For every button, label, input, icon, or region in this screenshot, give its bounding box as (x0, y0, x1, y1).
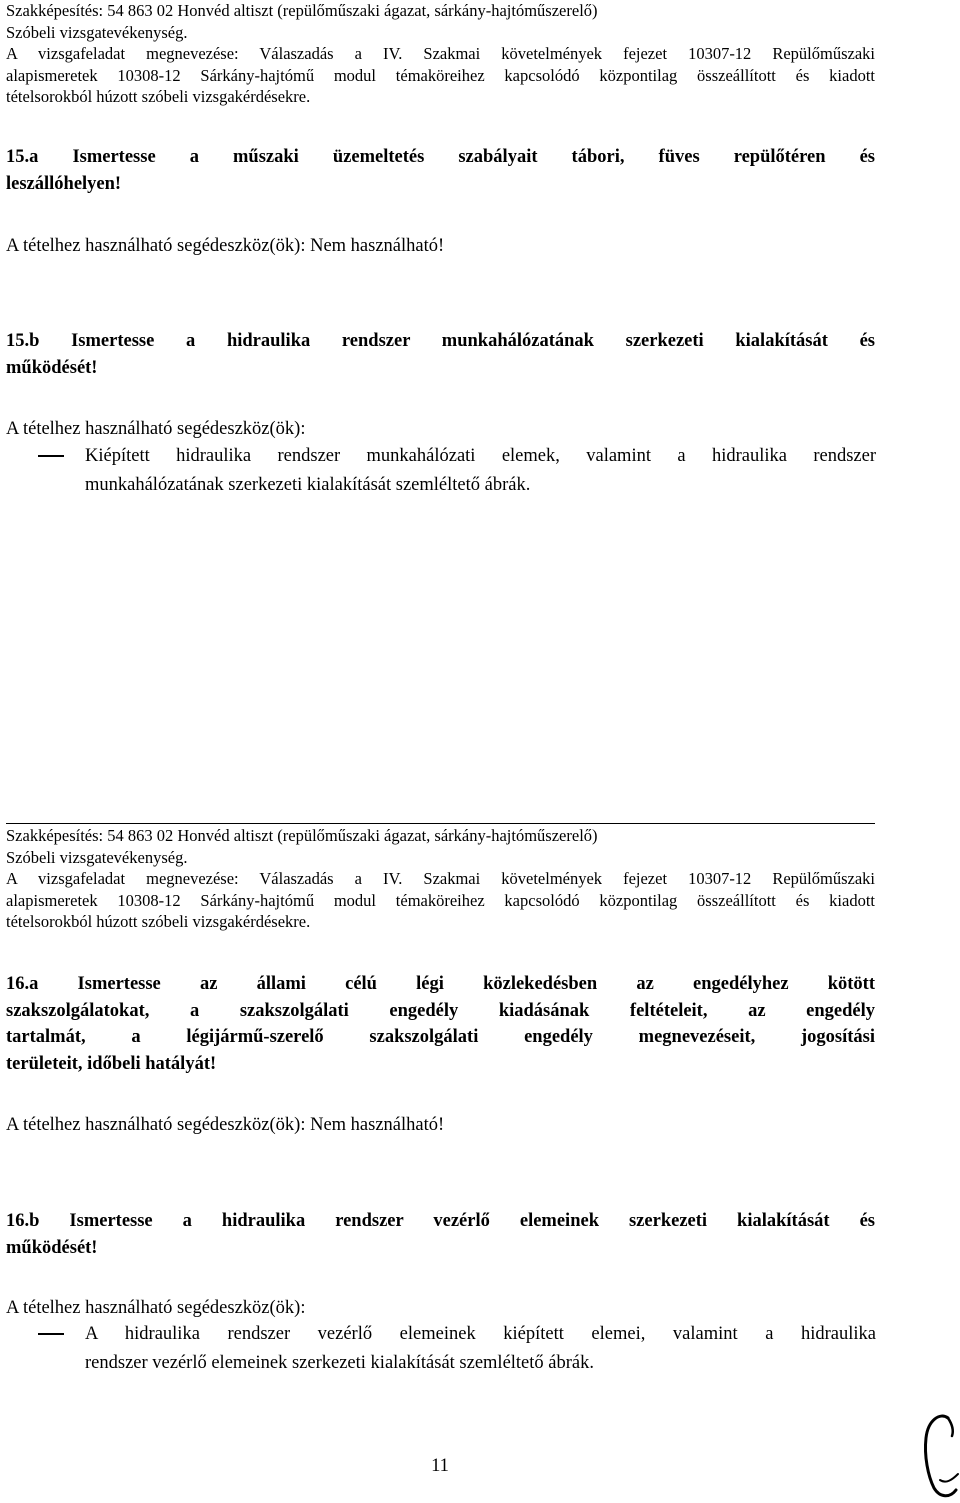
question-15b (6, 328, 875, 381)
header-task-line-2: alapismeretek 10308-12 Sárkány-hajtómű modul témaköreihez kapcsolódó központilag összeállított és kiadott (6, 890, 875, 910)
question-16b-tool-item (38, 1320, 912, 1378)
question-16a (6, 971, 875, 1077)
header-task-line-2: alapismeretek 10308-12 Sárkány-hajtómű modul témaköreihez kapcsolódó központilag összeállított és kiadott (6, 65, 875, 85)
header-separator-line (6, 823, 875, 824)
question-15b-tool-text (85, 442, 876, 500)
question-15b-tool-line-1: Kiépített hidraulika rendszer munkahálózati elemek, valamint a hidraulika rendszer (85, 446, 876, 466)
question-15a-line-1: 15.a Ismertesse a műszaki üzemeltetés szabályait tábori, füves repülőtéren és (6, 147, 875, 167)
signature-mark (918, 1410, 960, 1503)
document-header-top (6, 0, 875, 108)
question-16b-line-1: 16.b Ismertesse a hidraulika rendszer vezérlő elemeinek szerkezeti kialakítását és (6, 1211, 875, 1231)
question-16b-tool-line-1: A hidraulika rendszer vezérlő elemeinek kiépített elemei, valamint a hidraulika (85, 1324, 876, 1344)
question-16a-line-3: tartalmát, a légijármű-szerelő szakszolgálati engedély megnevezéseit, jogosítási (6, 1027, 875, 1047)
question-16a-line-4: területeit, időbeli hatályát! (6, 1053, 217, 1074)
question-16a-line-1: 16.a Ismertesse az állami célú légi közlekedésben az engedélyhez kötött (6, 974, 875, 994)
header-activity: Szóbeli vizsgatevékenység. (6, 847, 188, 867)
question-15b-line-1: 15.b Ismertesse a hidraulika rendszer munkahálózatának szerkezeti kialakítását és (6, 331, 875, 351)
header-task-line-1: A vizsgafeladat megnevezése: Válaszadás a IV. Szakmai követelmények fejezet 10307-12 Repülőműszaki (6, 869, 875, 889)
header-task-line-3: tételsorokból húzott szóbeli vizsgakérdésekre. (6, 87, 311, 107)
question-15a-line-2: leszállóhelyen! (6, 173, 122, 194)
header-activity: Szóbeli vizsgatevékenység. (6, 22, 188, 42)
header-qualification: Szakképesítés: 54 863 02 Honvéd altiszt (repülőműszaki ágazat, sárkány-hajtóműszerelő) (6, 1, 598, 20)
question-16a-tools: A tételhez használható segédeszköz(ök): Nem használható! (6, 1115, 445, 1135)
dash-bullet (38, 455, 64, 457)
dash-bullet (38, 1333, 64, 1335)
question-15b-tool-line-2: munkahálózatának szerkezeti kialakítását szemléltető ábrák. (85, 475, 531, 495)
question-16b (6, 1208, 875, 1261)
header-task-line-3: tételsorokból húzott szóbeli vizsgakérdésekre. (6, 912, 311, 932)
header-qualification: Szakképesítés: 54 863 02 Honvéd altiszt (repülőműszaki ágazat, sárkány-hajtóműszerelő) (6, 826, 598, 845)
page-number: 11 (431, 1456, 449, 1476)
question-15a (6, 144, 875, 197)
header-task-line-1: A vizsgafeladat megnevezése: Válaszadás a IV. Szakmai követelmények fejezet 10307-12 Repülőműszaki (6, 44, 875, 64)
question-15b-tool-item (38, 442, 912, 500)
question-15a-tools: A tételhez használható segédeszköz(ök): Nem használható! (6, 236, 445, 256)
question-16b-line-2: működését! (6, 1237, 98, 1258)
question-15b-line-2: működését! (6, 357, 98, 378)
question-15b-tools-label: A tételhez használható segédeszköz(ök): (6, 419, 306, 439)
question-16b-tool-text (85, 1320, 876, 1378)
question-16b-tools-label: A tételhez használható segédeszköz(ök): (6, 1298, 306, 1318)
question-16b-tool-line-2: rendszer vezérlő elemeinek szerkezeti kialakítását szemléltető ábrák. (85, 1353, 594, 1373)
question-16a-line-2: szakszolgálatokat, a szakszolgálati engedély kiadásának feltételeit, az engedély (6, 1000, 875, 1021)
document-header-bottom (6, 825, 875, 933)
